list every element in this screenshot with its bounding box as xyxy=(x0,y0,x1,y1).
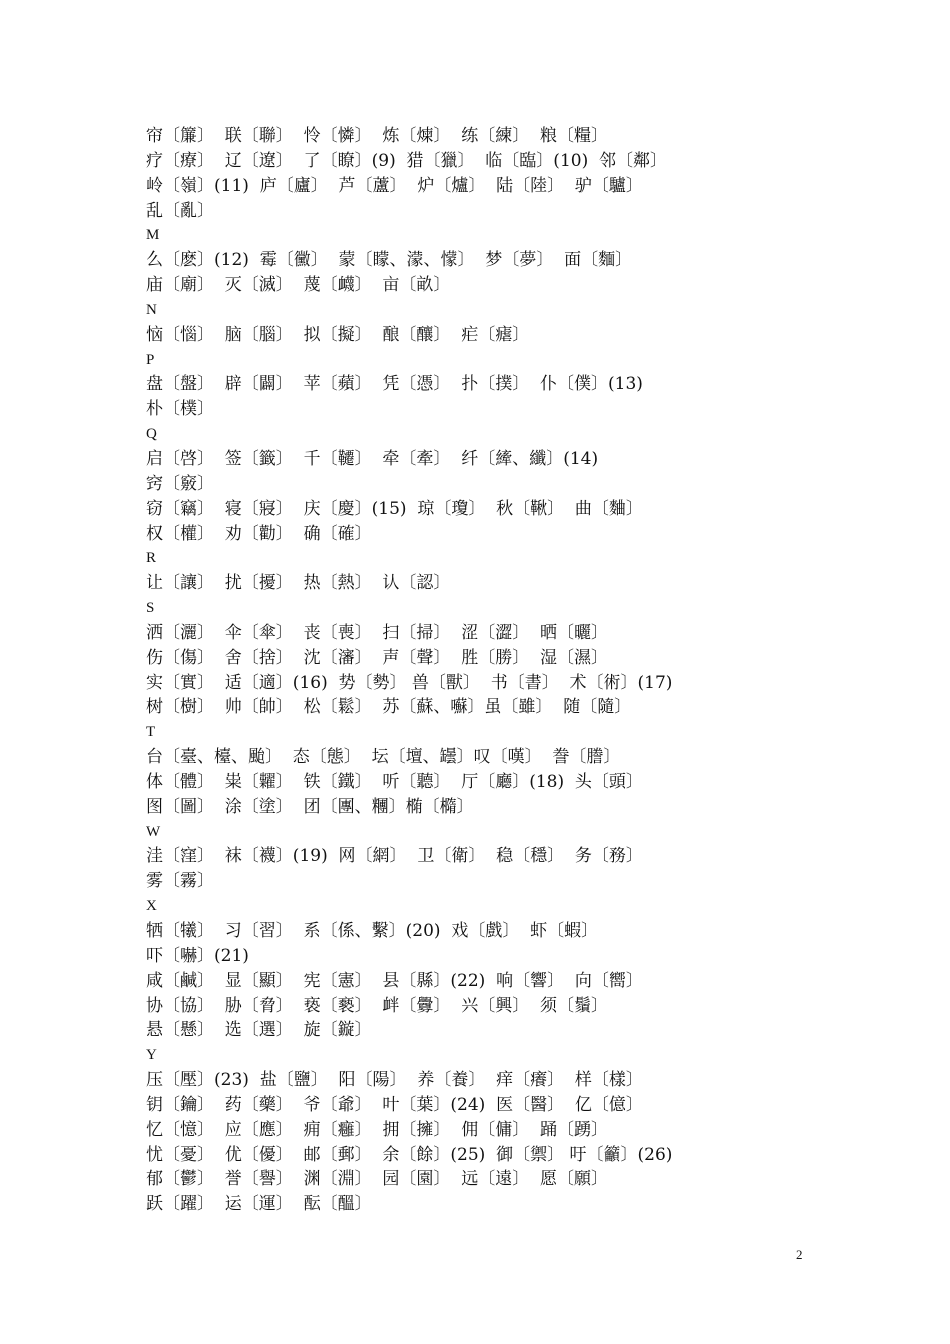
section-letter: X xyxy=(146,898,157,915)
character-row: 洒〔灑〕 伞〔傘〕 丧〔喪〕 扫〔掃〕 涩〔澀〕 晒〔曬〕 xyxy=(146,622,609,643)
character-row: 忆〔憶〕 应〔應〕 痈〔癰〕 拥〔擁〕 佣〔傭〕 踊〔踴〕 xyxy=(146,1119,609,1140)
section-letter: P xyxy=(146,351,155,368)
character-row: 牺〔犧〕 习〔習〕 系〔係、繫〕(20) 戏〔戲〕 虾〔蝦〕 xyxy=(146,921,599,941)
character-row: 启〔啓〕 签〔籤〕 千〔韆〕 牵〔牽〕 纤〔縴、纖〕(14) xyxy=(146,448,599,469)
character-row: 盘〔盤〕 辟〔闢〕 苹〔蘋〕 凭〔憑〕 扑〔撲〕 仆〔僕〕(13) xyxy=(146,374,643,395)
character-row: 让〔讓〕 扰〔擾〕 热〔熱〕 认〔認〕 xyxy=(146,573,451,594)
character-row: 跃〔躍〕 运〔運〕 酝〔醞〕 xyxy=(146,1194,372,1215)
character-row: 朴〔樸〕 xyxy=(146,399,214,420)
section-letter: R xyxy=(146,550,157,567)
character-row: 台〔臺、檯、颱〕 态〔態〕 坛〔壇、罎〕叹〔嘆〕 誊〔謄〕 xyxy=(146,747,621,768)
character-row: 乱〔亂〕 xyxy=(146,200,214,221)
character-row: 钥〔鑰〕 药〔藥〕 爷〔爺〕 叶〔葉〕(24) 医〔醫〕 亿〔億〕 xyxy=(146,1094,643,1115)
character-row: 树〔樹〕 帅〔帥〕 松〔鬆〕 苏〔蘇、囌〕虽〔雖〕 随〔隨〕 xyxy=(146,697,632,718)
section-letter: Y xyxy=(146,1047,157,1064)
character-row: 窃〔竊〕 寝〔寢〕 庆〔慶〕(15) 琼〔瓊〕 秋〔鞦〕 曲〔麯〕 xyxy=(146,498,643,519)
section-letter: Q xyxy=(146,426,157,443)
character-row: 吓〔嚇〕(21) xyxy=(146,945,249,966)
character-row: 协〔協〕 胁〔脅〕 亵〔褻〕 衅〔釁〕 兴〔興〕 须〔鬚〕 xyxy=(146,995,609,1016)
character-row: 雾〔霧〕 xyxy=(146,871,214,892)
character-row: 帘〔簾〕 联〔聯〕 怜〔憐〕 炼〔煉〕 练〔練〕 粮〔糧〕 xyxy=(146,126,609,146)
character-row: 伤〔傷〕 舍〔捨〕 沈〔瀋〕 声〔聲〕 胜〔勝〕 湿〔濕〕 xyxy=(146,647,609,668)
character-row: 恼〔惱〕 脑〔腦〕 拟〔擬〕 酿〔釀〕 疟〔瘧〕 xyxy=(146,324,530,345)
character-row: 图〔圖〕 涂〔塗〕 团〔團、糰〕椭〔橢〕 xyxy=(146,796,474,817)
section-letter: N xyxy=(146,301,157,318)
character-row: 岭〔嶺〕(11) 庐〔廬〕 芦〔蘆〕 炉〔爐〕 陆〔陸〕 驴〔驢〕 xyxy=(146,175,643,196)
character-row: 实〔實〕 适〔適〕(16) 势〔勢〕 兽〔獸〕 书〔書〕 术〔術〕(17) xyxy=(146,672,673,693)
character-row: 么〔麽〕(12) 霉〔黴〕 蒙〔矇、濛、懞〕 梦〔夢〕 面〔麵〕 xyxy=(146,250,633,271)
character-row: 疗〔療〕 辽〔遼〕 了〔瞭〕(9) 猎〔獵〕 临〔臨〕(10) 邻〔鄰〕 xyxy=(146,150,668,171)
section-letter: S xyxy=(146,600,155,617)
character-table xyxy=(146,124,866,1217)
page-number: 2 xyxy=(796,1247,803,1262)
character-row: 忧〔憂〕 优〔優〕 邮〔郵〕 余〔餘〕(25) 御〔禦〕 吁〔籲〕(26) xyxy=(146,1144,673,1165)
character-row: 窍〔竅〕 xyxy=(146,473,214,494)
character-row: 洼〔窪〕 袜〔襪〕(19) 网〔網〕 卫〔衛〕 稳〔穩〕 务〔務〕 xyxy=(146,846,643,867)
character-row: 郁〔鬱〕 誉〔譽〕 渊〔淵〕 园〔園〕 远〔遠〕 愿〔願〕 xyxy=(146,1169,609,1190)
section-letter: M xyxy=(146,227,160,244)
character-row: 庙〔廟〕 灭〔滅〕 蔑〔衊〕 亩〔畝〕 xyxy=(146,275,451,296)
character-row: 压〔壓〕(23) 盐〔鹽〕 阳〔陽〕 养〔養〕 痒〔癢〕 样〔樣〕 xyxy=(146,1070,643,1091)
section-letter: W xyxy=(146,823,161,840)
character-row: 体〔體〕 粜〔糶〕 铁〔鐵〕 听〔聽〕 厅〔廳〕(18) 头〔頭〕 xyxy=(146,771,643,792)
character-row: 权〔權〕 劝〔勸〕 确〔確〕 xyxy=(146,523,372,544)
character-row: 咸〔鹹〕 显〔顯〕 宪〔憲〕 县〔縣〕(22) 响〔響〕 向〔嚮〕 xyxy=(146,970,643,991)
section-letter: T xyxy=(146,724,156,741)
character-row: 悬〔懸〕 选〔選〕 旋〔鏇〕 xyxy=(146,1020,372,1041)
